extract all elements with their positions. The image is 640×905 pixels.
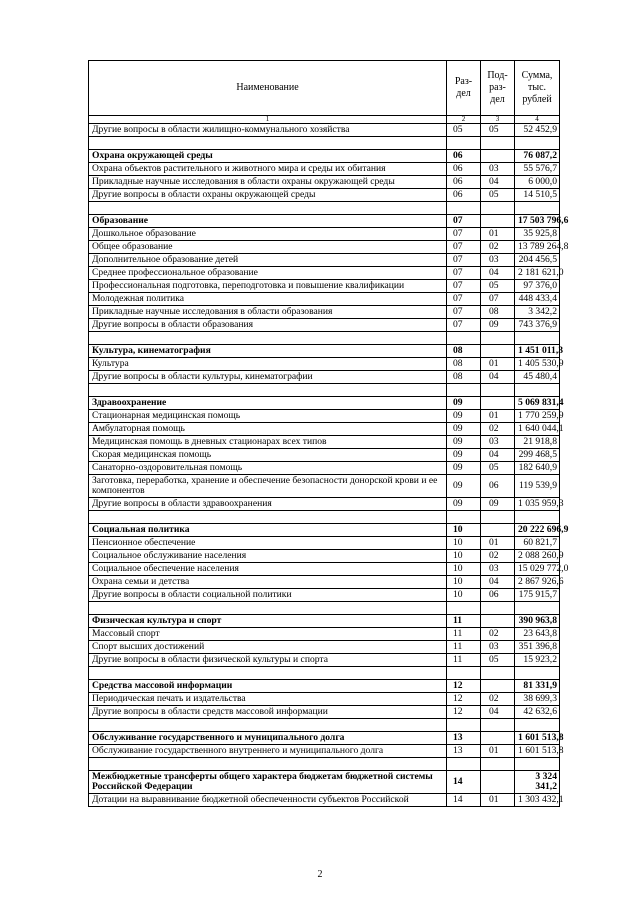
table-row xyxy=(89,176,560,189)
cell-name: Другие вопросы в области социальной политики xyxy=(89,589,447,602)
cell-sum: 97 376,0 xyxy=(515,280,560,293)
cell-subsection: 08 xyxy=(481,306,515,319)
cell-sum: 182 640,9 xyxy=(515,462,560,475)
cell-section: 14 xyxy=(447,771,481,794)
cell-sum: 21 918,8 xyxy=(515,436,560,449)
cell-subsection: 06 xyxy=(481,589,515,602)
cell-subsection: 01 xyxy=(481,358,515,371)
header-row xyxy=(89,61,560,116)
cell-section: 06 xyxy=(447,163,481,176)
cell-subsection: 03 xyxy=(481,563,515,576)
budget-table xyxy=(88,60,569,807)
section-row xyxy=(89,524,560,537)
empty-cell xyxy=(89,719,447,732)
cell-section: 07 xyxy=(447,215,481,228)
page-number: 2 xyxy=(317,869,323,880)
cell-sum: 17 503 796,6 xyxy=(515,215,560,228)
cell-section: 10 xyxy=(447,563,481,576)
header-section: Раз- дел xyxy=(447,61,481,116)
cell-sum: 1 770 259,9 xyxy=(515,410,560,423)
cell-sum: 1 303 432,1 xyxy=(515,794,560,807)
cell-section: 07 xyxy=(447,228,481,241)
cell-subsection: 02 xyxy=(481,628,515,641)
empty-cell xyxy=(89,667,447,680)
table-row xyxy=(89,475,560,498)
empty-cell xyxy=(515,758,560,771)
cell-subsection: 04 xyxy=(481,706,515,719)
empty-cell xyxy=(447,384,481,397)
empty-cell xyxy=(481,667,515,680)
cell-name: Межбюджетные трансферты общего характера бюджетам бюджетной системы Российской Федерации xyxy=(89,771,447,794)
cell-subsection: 05 xyxy=(481,124,515,137)
cell-sum: 15 029 772,0 xyxy=(515,563,560,576)
cell-section: 09 xyxy=(447,498,481,511)
table-row xyxy=(89,124,560,137)
cell-section: 08 xyxy=(447,345,481,358)
empty-cell xyxy=(515,719,560,732)
cell-sum: 743 376,9 xyxy=(515,319,560,332)
empty-cell xyxy=(481,332,515,345)
cell-sum: 5 069 831,4 xyxy=(515,397,560,410)
cell-subsection: 05 xyxy=(481,280,515,293)
cell-sum: 1 405 530,9 xyxy=(515,358,560,371)
section-row xyxy=(89,732,560,745)
cell-section: 06 xyxy=(447,176,481,189)
cell-name: Другие вопросы в области жилищно-коммунального хозяйства xyxy=(89,124,447,137)
cell-sum: 55 576,7 xyxy=(515,163,560,176)
spacer-row xyxy=(89,667,560,680)
cell-sum: 2 088 260,9 xyxy=(515,550,560,563)
cell-section: 10 xyxy=(447,589,481,602)
cell-section: 10 xyxy=(447,537,481,550)
cell-sum: 81 331,9 xyxy=(515,680,560,693)
empty-cell xyxy=(481,602,515,615)
cell-subsection: 03 xyxy=(481,163,515,176)
empty-cell xyxy=(481,511,515,524)
table-row xyxy=(89,693,560,706)
table-row xyxy=(89,358,560,371)
cell-section: 14 xyxy=(447,794,481,807)
cell-name: Охрана окружающей среды xyxy=(89,150,447,163)
empty-cell xyxy=(89,758,447,771)
cell-sum: 1 601 513,8 xyxy=(515,745,560,758)
table-row xyxy=(89,280,560,293)
empty-cell xyxy=(447,602,481,615)
table-row xyxy=(89,163,560,176)
cell-section: 09 xyxy=(447,462,481,475)
cell-sum: 2 867 926,6 xyxy=(515,576,560,589)
cell-subsection: 09 xyxy=(481,319,515,332)
cell-name: Социальная политика xyxy=(89,524,447,537)
cell-name: Образование xyxy=(89,215,447,228)
cell-name: Дотации на выравнивание бюджетной обеспеченности субъектов Российской xyxy=(89,794,447,807)
cell-sum: 390 963,8 xyxy=(515,615,560,628)
cell-subsection xyxy=(481,771,515,794)
empty-cell xyxy=(89,202,447,215)
cell-sum: 175 915,7 xyxy=(515,589,560,602)
cell-sum: 60 821,7 xyxy=(515,537,560,550)
cell-section: 07 xyxy=(447,280,481,293)
cell-name: Другие вопросы в области средств массовой информации xyxy=(89,706,447,719)
cell-subsection xyxy=(481,397,515,410)
cell-name: Профессиональная подготовка, переподготовка и повышение квалификации xyxy=(89,280,447,293)
empty-cell xyxy=(515,667,560,680)
cell-section: 07 xyxy=(447,319,481,332)
cell-sum: 23 643,8 xyxy=(515,628,560,641)
spacer-row xyxy=(89,758,560,771)
cell-subsection: 04 xyxy=(481,176,515,189)
cell-subsection: 02 xyxy=(481,423,515,436)
cell-section: 09 xyxy=(447,423,481,436)
empty-cell xyxy=(481,719,515,732)
cell-section: 10 xyxy=(447,550,481,563)
table-row xyxy=(89,254,560,267)
cell-section: 12 xyxy=(447,693,481,706)
spacer-row xyxy=(89,511,560,524)
section-row xyxy=(89,615,560,628)
cell-name: Обслуживание государственного внутреннего и муниципального долга xyxy=(89,745,447,758)
empty-cell xyxy=(481,758,515,771)
cell-subsection xyxy=(481,680,515,693)
cell-section: 07 xyxy=(447,241,481,254)
cell-name: Санаторно-оздоровительная помощь xyxy=(89,462,447,475)
cell-section: 09 xyxy=(447,436,481,449)
cell-name: Социальное обслуживание населения xyxy=(89,550,447,563)
cell-section: 09 xyxy=(447,449,481,462)
cell-section: 13 xyxy=(447,745,481,758)
empty-cell xyxy=(447,758,481,771)
column-number: 3 xyxy=(481,116,515,124)
cell-sum: 351 396,8 xyxy=(515,641,560,654)
section-row xyxy=(89,680,560,693)
cell-sum: 1 451 011,3 xyxy=(515,345,560,358)
cell-section: 07 xyxy=(447,306,481,319)
table-row xyxy=(89,267,560,280)
section-row xyxy=(89,397,560,410)
cell-section: 08 xyxy=(447,358,481,371)
table-row xyxy=(89,241,560,254)
cell-section: 11 xyxy=(447,654,481,667)
cell-name: Другие вопросы в области культуры, кинематографии xyxy=(89,371,447,384)
table-row xyxy=(89,228,560,241)
cell-subsection xyxy=(481,345,515,358)
cell-sum: 14 510,5 xyxy=(515,189,560,202)
empty-cell xyxy=(447,332,481,345)
cell-subsection xyxy=(481,615,515,628)
cell-name: Пенсионное обеспечение xyxy=(89,537,447,550)
column-number: 4 xyxy=(515,116,560,124)
cell-name: Дошкольное образование xyxy=(89,228,447,241)
cell-subsection: 05 xyxy=(481,462,515,475)
cell-name: Другие вопросы в области охраны окружающей среды xyxy=(89,189,447,202)
cell-sum: 35 925,8 xyxy=(515,228,560,241)
cell-subsection: 02 xyxy=(481,241,515,254)
cell-name: Обслуживание государственного и муниципального долга xyxy=(89,732,447,745)
spacer-row xyxy=(89,602,560,615)
section-row xyxy=(89,345,560,358)
empty-cell xyxy=(447,667,481,680)
table-row xyxy=(89,794,560,807)
cell-section: 11 xyxy=(447,615,481,628)
cell-section: 10 xyxy=(447,524,481,537)
cell-sum: 3 342,2 xyxy=(515,306,560,319)
cell-sum: 45 480,4 xyxy=(515,371,560,384)
cell-section: 07 xyxy=(447,293,481,306)
cell-name: Стационарная медицинская помощь xyxy=(89,410,447,423)
cell-sum: 119 539,9 xyxy=(515,475,560,498)
cell-subsection xyxy=(481,732,515,745)
empty-cell xyxy=(89,137,447,150)
cell-name: Прикладные научные исследования в области образования xyxy=(89,306,447,319)
empty-cell xyxy=(89,602,447,615)
cell-subsection: 01 xyxy=(481,537,515,550)
cell-subsection: 01 xyxy=(481,794,515,807)
table-row xyxy=(89,371,560,384)
empty-cell xyxy=(515,384,560,397)
table-row xyxy=(89,306,560,319)
cell-name: Спорт высших достижений xyxy=(89,641,447,654)
cell-section: 09 xyxy=(447,475,481,498)
cell-subsection: 04 xyxy=(481,267,515,280)
cell-subsection: 05 xyxy=(481,189,515,202)
table-row xyxy=(89,537,560,550)
empty-cell xyxy=(89,332,447,345)
cell-name: Медицинская помощь в дневных стационарах всех типов xyxy=(89,436,447,449)
cell-section: 05 xyxy=(447,124,481,137)
cell-name: Массовый спорт xyxy=(89,628,447,641)
empty-cell xyxy=(515,332,560,345)
cell-sum: 38 699,3 xyxy=(515,693,560,706)
cell-section: 06 xyxy=(447,150,481,163)
cell-subsection: 06 xyxy=(481,475,515,498)
cell-subsection: 03 xyxy=(481,436,515,449)
empty-cell xyxy=(447,137,481,150)
empty-cell xyxy=(447,719,481,732)
cell-subsection xyxy=(481,524,515,537)
cell-name: Другие вопросы в области образования xyxy=(89,319,447,332)
empty-cell xyxy=(481,202,515,215)
empty-cell xyxy=(515,202,560,215)
table-row xyxy=(89,550,560,563)
cell-subsection: 04 xyxy=(481,576,515,589)
empty-cell xyxy=(515,137,560,150)
section-row xyxy=(89,771,560,794)
spacer-row xyxy=(89,137,560,150)
cell-sum: 448 433,4 xyxy=(515,293,560,306)
table-row xyxy=(89,449,560,462)
empty-cell xyxy=(515,511,560,524)
cell-section: 08 xyxy=(447,371,481,384)
column-number: 1 xyxy=(89,116,447,124)
cell-section: 09 xyxy=(447,397,481,410)
cell-name: Культура xyxy=(89,358,447,371)
cell-name: Прикладные научные исследования в области охраны окружающей среды xyxy=(89,176,447,189)
cell-name: Охрана объектов растительного и животного мира и среды их обитания xyxy=(89,163,447,176)
table-row xyxy=(89,293,560,306)
cell-section: 11 xyxy=(447,628,481,641)
cell-section: 13 xyxy=(447,732,481,745)
cell-sum: 1 601 513,8 xyxy=(515,732,560,745)
empty-cell xyxy=(447,202,481,215)
cell-section: 10 xyxy=(447,576,481,589)
cell-subsection xyxy=(481,150,515,163)
section-row xyxy=(89,150,560,163)
cell-name: Скорая медицинская помощь xyxy=(89,449,447,462)
cell-sum: 52 452,9 xyxy=(515,124,560,137)
table-row xyxy=(89,189,560,202)
cell-name: Средства массовой информации xyxy=(89,680,447,693)
table-row xyxy=(89,410,560,423)
cell-subsection: 01 xyxy=(481,228,515,241)
cell-name: Амбулаторная помощь xyxy=(89,423,447,436)
cell-section: 11 xyxy=(447,641,481,654)
cell-sum: 76 087,2 xyxy=(515,150,560,163)
cell-name: Физическая культура и спорт xyxy=(89,615,447,628)
cell-subsection: 01 xyxy=(481,745,515,758)
table-row xyxy=(89,436,560,449)
empty-cell xyxy=(515,602,560,615)
cell-sum: 299 468,5 xyxy=(515,449,560,462)
spacer-row xyxy=(89,384,560,397)
header-sum: Сумма, тыс. рублей xyxy=(515,61,560,116)
cell-name: Дополнительное образование детей xyxy=(89,254,447,267)
cell-subsection: 01 xyxy=(481,410,515,423)
column-number-row xyxy=(89,116,560,124)
cell-name: Социальное обеспечение населения xyxy=(89,563,447,576)
cell-name: Другие вопросы в области здравоохранения xyxy=(89,498,447,511)
table-row xyxy=(89,589,560,602)
table-row xyxy=(89,462,560,475)
cell-name: Культура, кинематография xyxy=(89,345,447,358)
cell-subsection: 04 xyxy=(481,449,515,462)
cell-section: 06 xyxy=(447,189,481,202)
cell-section: 09 xyxy=(447,410,481,423)
table-row xyxy=(89,641,560,654)
table-row xyxy=(89,654,560,667)
header-subsection: Под- раз- дел xyxy=(481,61,515,116)
cell-subsection: 02 xyxy=(481,693,515,706)
table-row xyxy=(89,576,560,589)
empty-cell xyxy=(481,384,515,397)
table-row xyxy=(89,319,560,332)
cell-section: 07 xyxy=(447,254,481,267)
cell-section: 12 xyxy=(447,706,481,719)
cell-subsection: 09 xyxy=(481,498,515,511)
cell-sum: 1 640 044,1 xyxy=(515,423,560,436)
cell-section: 12 xyxy=(447,680,481,693)
cell-sum: 2 181 621,0 xyxy=(515,267,560,280)
cell-subsection: 04 xyxy=(481,371,515,384)
cell-sum: 42 632,6 xyxy=(515,706,560,719)
table-row xyxy=(89,423,560,436)
empty-cell xyxy=(89,511,447,524)
cell-name: Среднее профессиональное образование xyxy=(89,267,447,280)
cell-sum: 204 456,5 xyxy=(515,254,560,267)
cell-subsection xyxy=(481,215,515,228)
cell-name: Охрана семьи и детства xyxy=(89,576,447,589)
cell-section: 07 xyxy=(447,267,481,280)
empty-cell xyxy=(447,511,481,524)
cell-name: Общее образование xyxy=(89,241,447,254)
cell-subsection: 07 xyxy=(481,293,515,306)
cell-name: Заготовка, переработка, хранение и обеспечение безопасности донорской крови и ее компонентов xyxy=(89,475,447,498)
cell-sum: 6 000,0 xyxy=(515,176,560,189)
table-row xyxy=(89,628,560,641)
cell-name: Молодежная политика xyxy=(89,293,447,306)
cell-sum: 3 324 341,2 xyxy=(515,771,560,794)
section-row xyxy=(89,215,560,228)
cell-name: Здравоохранение xyxy=(89,397,447,410)
empty-cell xyxy=(89,384,447,397)
cell-name: Другие вопросы в области физической культуры и спорта xyxy=(89,654,447,667)
table-row xyxy=(89,745,560,758)
cell-subsection: 05 xyxy=(481,654,515,667)
spacer-row xyxy=(89,202,560,215)
cell-subsection: 02 xyxy=(481,550,515,563)
cell-sum: 1 035 959,3 xyxy=(515,498,560,511)
table-row xyxy=(89,706,560,719)
empty-cell xyxy=(481,137,515,150)
cell-name: Периодическая печать и издательства xyxy=(89,693,447,706)
spacer-row xyxy=(89,719,560,732)
table-row xyxy=(89,498,560,511)
column-number: 2 xyxy=(447,116,481,124)
table-row xyxy=(89,563,560,576)
cell-subsection: 03 xyxy=(481,641,515,654)
cell-subsection: 03 xyxy=(481,254,515,267)
spacer-row xyxy=(89,332,560,345)
cell-sum: 15 923,2 xyxy=(515,654,560,667)
cell-sum: 13 789 264,8 xyxy=(515,241,560,254)
cell-sum: 20 222 696,9 xyxy=(515,524,560,537)
header-name: Наименование xyxy=(89,61,447,116)
